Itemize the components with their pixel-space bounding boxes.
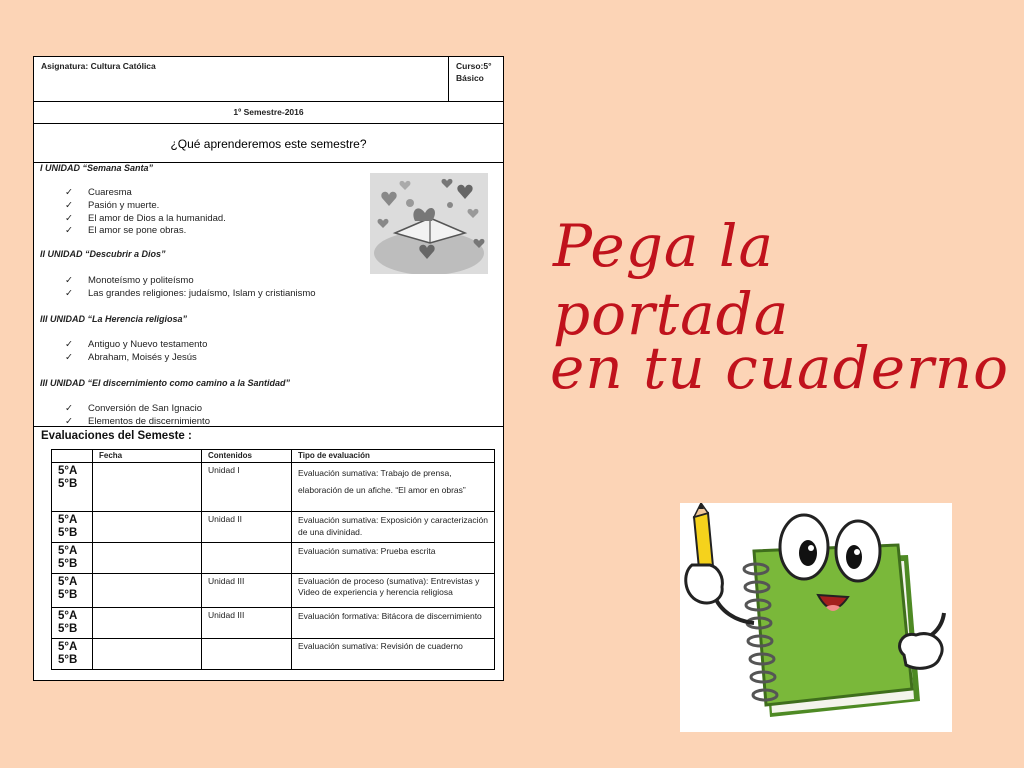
table-row <box>52 608 495 639</box>
section-divider <box>34 426 503 427</box>
list-item: ✓ Monoteísmo y politeísmo <box>65 275 194 286</box>
fecha-cell <box>93 512 202 543</box>
course-cell: 5°A 5°B <box>52 543 93 574</box>
question-row <box>34 124 503 163</box>
check-icon: ✓ <box>65 187 73 198</box>
list-item: ✓ Abraham, Moisés y Jesús <box>65 351 197 363</box>
table-header-row <box>52 450 495 463</box>
check-icon: ✓ <box>65 403 73 414</box>
unit-2-title: II UNIDAD “Descubrir a Dios” <box>40 249 166 259</box>
course-cell: 5°A 5°B <box>52 512 93 543</box>
course-cell: 5°A 5°B <box>52 608 93 639</box>
unit-4-list <box>65 403 210 429</box>
subject-row <box>34 57 503 102</box>
slide-title-line-2: en tu cuaderno <box>550 334 1010 402</box>
fecha-cell <box>93 543 202 574</box>
check-icon: ✓ <box>65 225 73 237</box>
list-item: ✓ Pasión y muerte. <box>65 199 160 211</box>
course-level: Básico <box>456 73 484 83</box>
unit-2-list <box>65 275 316 301</box>
check-icon: ✓ <box>65 199 73 211</box>
unit-1-list <box>65 187 226 238</box>
check-icon: ✓ <box>65 275 73 286</box>
question-heading: ¿Qué aprenderemos este semestre? <box>170 137 367 151</box>
list-item: ✓ Las grandes religiones: judaísmo, Islam y cristianismo <box>65 287 316 299</box>
check-icon: ✓ <box>65 287 73 299</box>
evaluations-table <box>51 449 495 670</box>
unit-3-title: III UNIDAD “La Herencia religiosa” <box>40 314 188 324</box>
contenidos-cell: Unidad III <box>202 608 292 639</box>
table-row <box>52 543 495 574</box>
tipo-cell: Evaluación sumativa: Trabajo de prensa, elaboración de un afiche. “El amor en obras” <box>292 463 495 512</box>
table-row <box>52 574 495 608</box>
contenidos-cell <box>202 543 292 574</box>
fecha-cell <box>93 639 202 670</box>
course-cell: 5°A 5°B <box>52 463 93 512</box>
slide-title-line-1: Pega la portada <box>553 212 790 348</box>
check-icon: ✓ <box>65 351 73 363</box>
contenidos-cell: Unidad I <box>202 463 292 512</box>
hearts-book-illustration <box>370 173 488 274</box>
contenidos-cell: Unidad II <box>202 512 292 543</box>
notebook-mascot-illustration <box>680 503 952 732</box>
tipo-cell: Evaluación sumativa: Prueba escrita <box>292 543 495 574</box>
unit-1-title: I UNIDAD “Semana Santa” <box>40 163 154 173</box>
semester-row <box>34 102 503 124</box>
list-item: ✓ Elementos de discernimiento <box>65 415 210 427</box>
course-syllabus-sheet <box>33 56 504 681</box>
table-row <box>52 512 495 543</box>
subject-label: Asignatura: Cultura Católica <box>41 61 156 71</box>
header-fecha: Fecha <box>93 450 202 463</box>
evaluations-title: Evaluaciones del Semeste : <box>41 430 192 442</box>
tipo-cell: Evaluación sumativa: Exposición y caracterización de una divinidad. <box>292 512 495 543</box>
contenidos-cell: Unidad III <box>202 574 292 608</box>
list-item: ✓ Antiguo y Nuevo testamento <box>65 339 208 350</box>
course-cell: 5°A 5°B <box>52 574 93 608</box>
check-icon: ✓ <box>65 212 73 224</box>
list-item: ✓ El amor se pone obras. <box>65 225 187 237</box>
list-item: ✓ Cuaresma <box>65 187 132 198</box>
table-row <box>52 639 495 670</box>
fecha-cell <box>93 574 202 608</box>
header-contenidos: Contenidos <box>202 450 292 463</box>
tipo-cell: Evaluación formativa: Bitácora de discernimiento <box>292 608 495 639</box>
semester-label: 1º Semestre-2016 <box>233 107 304 117</box>
unit-3-list <box>65 339 207 365</box>
header-tipo: Tipo de evaluación <box>292 450 495 463</box>
unit-4-title: III UNIDAD “El discernimiento como camino a la Santidad” <box>40 378 291 388</box>
check-icon: ✓ <box>65 339 73 350</box>
list-item: ✓ El amor de Dios a la humanidad. <box>65 212 226 224</box>
tipo-cell: Evaluación de proceso (sumativa): Entrevistas y Video de experiencia y herencia religiosa <box>292 574 495 608</box>
list-item: ✓ Conversión de San Ignacio <box>65 403 203 414</box>
contenidos-cell <box>202 639 292 670</box>
check-icon: ✓ <box>65 415 73 427</box>
course-label: Curso:5° <box>456 61 492 71</box>
fecha-cell <box>93 463 202 512</box>
course-cell <box>448 57 505 102</box>
table-row <box>52 463 495 512</box>
fecha-cell <box>93 608 202 639</box>
course-cell: 5°A 5°B <box>52 639 93 670</box>
header-course <box>52 450 93 463</box>
tipo-cell: Evaluación sumativa: Revisión de cuaderno <box>292 639 495 670</box>
